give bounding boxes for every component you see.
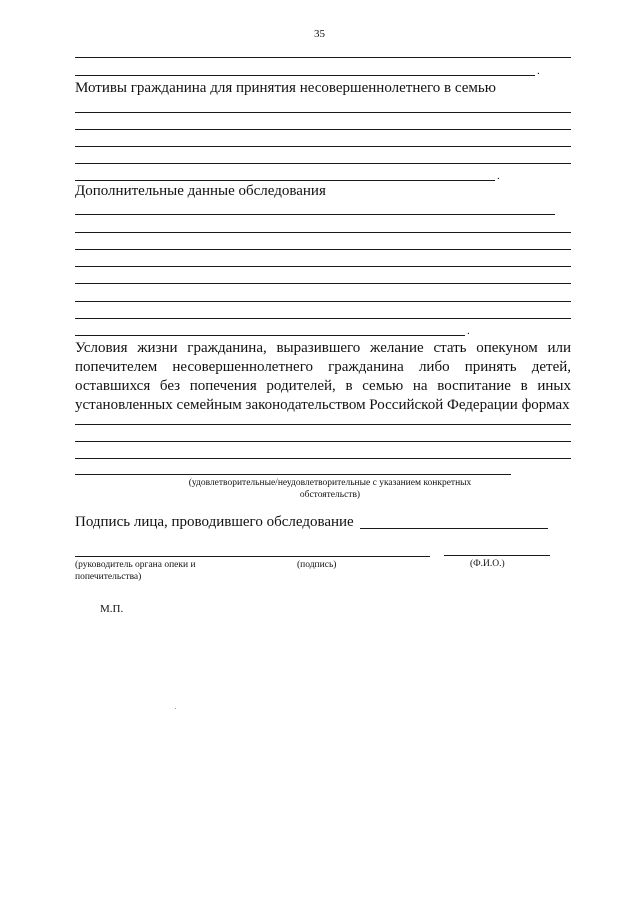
living-conditions-caption: (удовлетворительные/неудовлетворительные с указанием конкретных xyxy=(188,478,472,488)
blank-line[interactable] xyxy=(75,458,571,459)
blank-line[interactable] xyxy=(75,57,571,58)
blank-line[interactable] xyxy=(75,301,571,302)
blank-line[interactable] xyxy=(75,129,571,130)
blank-line[interactable] xyxy=(75,424,571,425)
blank-line[interactable] xyxy=(75,474,511,475)
blank-line[interactable] xyxy=(75,266,571,267)
motives-heading: Мотивы гражданина для принятия несовершеннолетнего в семью xyxy=(75,80,496,96)
stamp-label: М.П. xyxy=(100,603,124,615)
line-end-dot: . xyxy=(537,65,540,77)
living-conditions-text: Условия жизни гражданина, выразившего желание стать опекуном или попечителем несовершеннолетнего гражданина либо принять детей, оставшихся без попечения родителей, в семью на воспитание в иных установленных семейным законодательством Российской Федерации формах xyxy=(75,340,571,413)
blank-line[interactable] xyxy=(75,112,571,113)
blank-line[interactable] xyxy=(75,214,555,215)
blank-line[interactable] xyxy=(75,163,571,164)
blank-line[interactable] xyxy=(75,146,571,147)
head-caption: (руководитель органа опеки и xyxy=(75,560,196,570)
additional-data-heading: Дополнительные данные обследования xyxy=(75,183,326,199)
blank-line[interactable] xyxy=(75,318,571,319)
blank-line[interactable] xyxy=(75,335,465,336)
living-conditions-caption: обстоятельств) xyxy=(299,490,361,500)
scan-artifact xyxy=(175,708,176,709)
head-signature-line[interactable] xyxy=(75,556,430,557)
head-caption: попечительства) xyxy=(75,572,142,582)
name-line[interactable] xyxy=(444,555,550,556)
inspector-signature-line[interactable] xyxy=(360,528,548,529)
blank-line[interactable] xyxy=(75,75,535,76)
page-number: 35 xyxy=(314,28,325,40)
blank-line[interactable] xyxy=(75,441,571,442)
blank-line[interactable] xyxy=(75,283,571,284)
line-end-dot: . xyxy=(467,325,470,337)
name-caption: (Ф.И.О.) xyxy=(470,559,505,569)
signature-caption: (подпись) xyxy=(297,560,337,570)
blank-line[interactable] xyxy=(75,232,571,233)
blank-line[interactable] xyxy=(75,249,571,250)
inspector-signature-label: Подпись лица, проводившего обследование xyxy=(75,514,354,530)
line-end-dot: . xyxy=(497,170,500,182)
blank-line[interactable] xyxy=(75,180,495,181)
